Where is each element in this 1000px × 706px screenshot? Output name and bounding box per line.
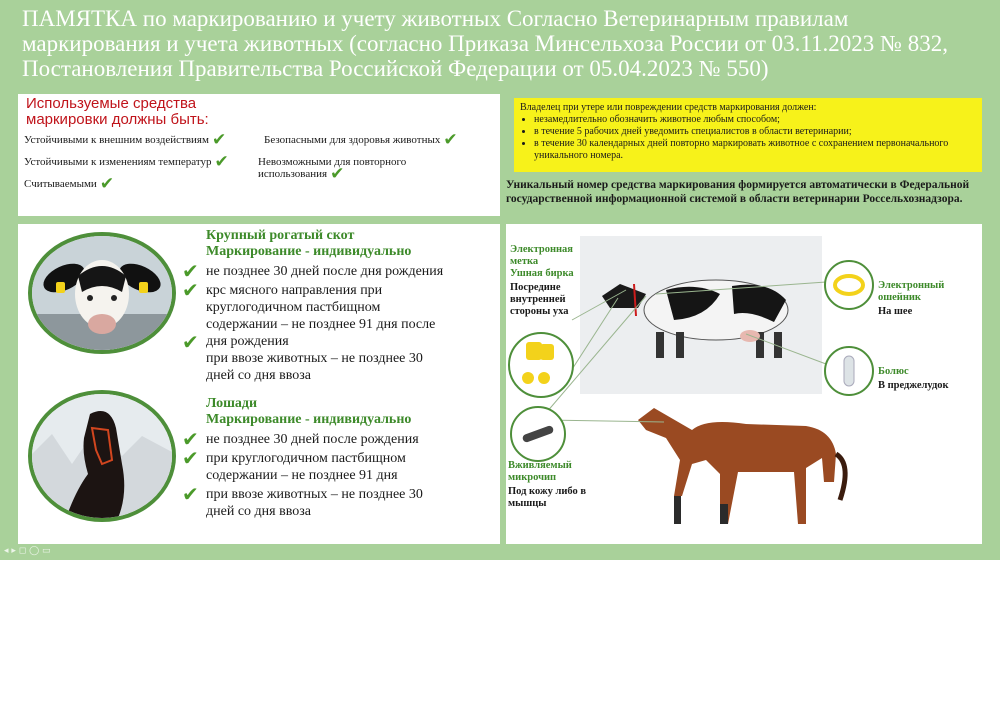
check-icon: ✔ bbox=[182, 482, 199, 506]
slide-controls-icon: ◂ ▸ ◻ ◯ ▭ bbox=[4, 546, 51, 556]
cattle-line: не позднее 30 дней после дня рождения bbox=[206, 264, 444, 279]
animals-panel bbox=[18, 224, 500, 544]
ear-tag-title: Электронная метка Ушная бирка bbox=[510, 244, 574, 279]
check-icon: ✔ bbox=[214, 152, 229, 172]
calf-photo bbox=[28, 232, 176, 354]
cattle-line: содержании – не позднее 91 дня после bbox=[206, 317, 436, 332]
ear-tag-icon bbox=[508, 332, 574, 398]
cattle-heading: Крупный рогатый скот Маркирование - индивидуально bbox=[206, 228, 412, 259]
collar-icon bbox=[824, 260, 874, 310]
cattle-line: дней со дня ввоза bbox=[206, 368, 311, 383]
notice-item: • в течение 5 рабочих дней уведомить специалистов в области ветеринарии; bbox=[534, 126, 982, 138]
notice-header: Владелец при утере или повреждении средств маркирования должен: bbox=[520, 102, 817, 113]
check-icon: ✔ bbox=[443, 130, 458, 150]
check-icon: ✔ bbox=[99, 174, 115, 194]
requirement-item: Считываемыми ✔ bbox=[24, 174, 115, 194]
requirement-item: Устойчивыми к изменениям температур ✔ bbox=[24, 152, 229, 172]
horses-line: не позднее 30 дней после рождения bbox=[206, 432, 419, 447]
check-icon: ✔ bbox=[182, 427, 199, 451]
collar-title: Электронный ошейник bbox=[878, 280, 945, 303]
marking-devices-panel bbox=[506, 224, 982, 544]
microchip-title: Вживляемый микрочип bbox=[508, 460, 572, 483]
check-icon: ✔ bbox=[330, 164, 345, 184]
requirement-item: Невозможными для повторного использования ✔ bbox=[258, 156, 407, 184]
horses-line: дней со дня ввоза bbox=[206, 504, 311, 519]
cattle-line: при ввозе животных – не позднее 30 bbox=[206, 351, 423, 366]
microchip-desc: Под кожу либо в мышцы bbox=[508, 486, 587, 509]
notice-item: • в течение 30 календарных дней повторно маркировать животное с сохранением первоначального уникального номера. bbox=[534, 138, 982, 162]
horse-illustration bbox=[638, 408, 845, 524]
microchip-icon bbox=[510, 406, 566, 462]
owner-notice bbox=[514, 98, 982, 172]
notice-item: • незамедлительно обозначить животное любым способом; bbox=[534, 114, 982, 126]
requirements-panel bbox=[18, 94, 500, 216]
check-icon: ✔ bbox=[211, 130, 227, 150]
bolus-icon bbox=[824, 346, 874, 396]
check-icon: ✔ bbox=[182, 330, 199, 354]
horse-photo bbox=[28, 390, 176, 522]
bolus-title: Болюс bbox=[878, 366, 909, 377]
page-title: ПАМЯТКА по маркированию и учету животных Согласно Ветеринарным правилам маркирования и учета животных (согласно Приказа Минсельхоза России от 03.11.2023 № 832, Постановления Правительства Российской Федерации от 05.04.2023 № 550) bbox=[22, 6, 948, 81]
collar-desc: На шее bbox=[878, 306, 913, 317]
requirement-item: Безопасными для здоровья животных ✔ bbox=[264, 130, 458, 150]
horses-line: при круглогодичном пастбищном bbox=[206, 451, 406, 466]
check-icon: ✔ bbox=[182, 278, 199, 302]
horses-line: при ввозе животных – не позднее 30 bbox=[206, 487, 423, 502]
cattle-line: крс мясного направления при bbox=[206, 283, 383, 298]
cattle-line: круглогодичном пастбищном bbox=[206, 300, 381, 315]
requirements-heading: Используемые средства маркировки должны быть: bbox=[26, 95, 209, 128]
cattle-line: дня рождения bbox=[206, 334, 289, 349]
requirement-item: Устойчивыми к внешним воздействиям ✔ bbox=[24, 130, 227, 150]
check-icon: ✔ bbox=[182, 446, 199, 470]
horses-heading: Лошади Маркирование - индивидуально bbox=[206, 396, 412, 427]
check-icon: ✔ bbox=[182, 259, 199, 283]
ear-tag-desc: Посредине внутренней стороны уха bbox=[510, 282, 569, 317]
unique-number-note: Уникальный номер средства маркирования формируется автоматически в Федеральной государственной информационной системой в области ветеринарии Россельхознадзора. bbox=[506, 179, 970, 205]
notice-list bbox=[514, 114, 982, 162]
horses-line: содержании – не позднее 91 дня bbox=[206, 468, 398, 483]
bolus-desc: В преджелудок bbox=[878, 380, 949, 391]
